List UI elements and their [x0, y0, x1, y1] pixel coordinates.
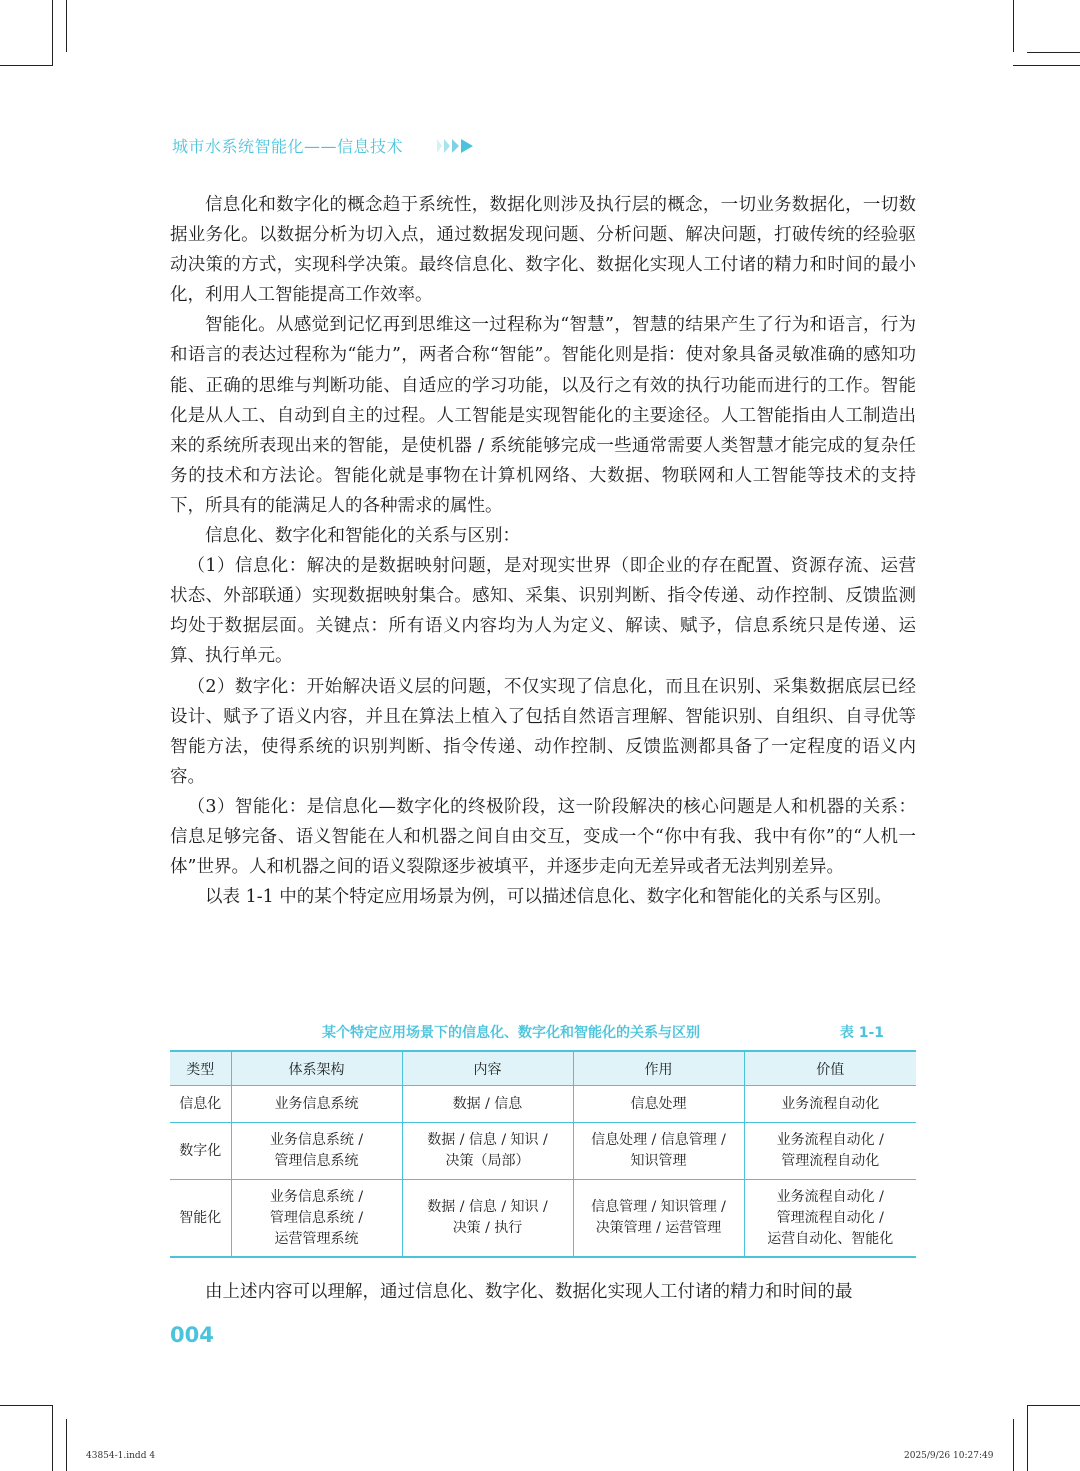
crop-mark	[66, 0, 67, 52]
table-cell: 业务信息系统 / 管理信息系统 / 运营管理系统	[231, 1180, 402, 1258]
table-row	[170, 1123, 916, 1180]
table-header-cell: 类型	[170, 1051, 231, 1086]
table-cell: 业务信息系统 / 管理信息系统	[231, 1123, 402, 1180]
running-header-title: 城市水系统智能化——信息技术	[172, 137, 404, 156]
table-cell: 数据 / 信息 / 知识 / 决策 / 执行	[402, 1180, 573, 1258]
running-header	[172, 134, 473, 157]
paragraph: （2）数字化：开始解决语义层的问题，不仅实现了信息化，而且在识别、采集数据底层已经设计、赋予了语义内容，并且在算法上植入了包括自然语言理解、智能识别、自组织、自寻优等智能方法，使得系统的识别判断、指令传递、动作控制、反馈监测都具备了一定程度的语义内容。	[170, 676, 916, 787]
paragraph: 以表 1-1 中的某个特定应用场景为例，可以描述信息化、数字化和智能化的关系与区别。	[205, 887, 892, 908]
paragraph: （1）信息化：解决的是数据映射问题，是对现实世界（即企业的存在配置、资源存流、运营状态、外部联通）实现数据映射集合。感知、采集、识别判断、指令传递、动作控制、反馈监测均处于数据层面。关键点：所有语义内容均为人为定义、解读、赋予，信息系统只是传递、运算、执行单元。	[170, 556, 916, 667]
table-cell: 数字化	[170, 1123, 231, 1180]
crop-mark	[1027, 1405, 1028, 1471]
table-cell: 信息化	[170, 1086, 231, 1123]
paragraph: 信息化、数字化和智能化的关系与区别：	[205, 526, 520, 547]
table-cell: 业务流程自动化 / 管理流程自动化 / 运营自动化、智能化	[744, 1180, 916, 1258]
arrow-icon	[437, 139, 473, 153]
table-cell: 信息处理	[573, 1086, 744, 1123]
table-header-cell: 作用	[573, 1051, 744, 1086]
body-text	[170, 190, 916, 912]
crop-mark	[52, 0, 53, 66]
table-number: 表 1-1	[839, 1025, 884, 1041]
table-cell: 数据 / 信息	[402, 1086, 573, 1123]
crop-mark	[1013, 1419, 1014, 1471]
table-cell: 信息管理 / 知识管理 / 决策管理 / 运营管理	[573, 1180, 744, 1258]
table-header-cell: 价值	[744, 1051, 916, 1086]
paragraph-continued: 由上述内容可以理解，通过信息化、数字化、数据化实现人工付诸的精力和时间的最	[205, 1282, 853, 1302]
comparison-table	[170, 1050, 916, 1258]
table-cell: 数据 / 信息 / 知识 / 决策（局部）	[402, 1123, 573, 1180]
crop-mark	[52, 1405, 53, 1471]
crop-mark	[1013, 0, 1014, 52]
paragraph: 信息化和数字化的概念趋于系统性，数据化则涉及执行层的概念，一切业务数据化，一切数据业务化。以数据分析为切入点，通过数据发现问题、分析问题、解决问题，打破传统的经验驱动决策的方式，实现科学决策。最终信息化、数字化、数据化实现人工付诸的精力和时间的最小化，利用人工智能提高工作效率。	[170, 195, 916, 306]
crop-mark	[66, 1419, 67, 1471]
crop-mark	[1027, 52, 1080, 53]
table-cell: 智能化	[170, 1180, 231, 1258]
table-cell: 信息处理 / 信息管理 / 知识管理	[573, 1123, 744, 1180]
table-caption-title: 某个特定应用场景下的信息化、数字化和智能化的关系与区别	[322, 1025, 700, 1041]
table-cell: 业务流程自动化	[744, 1086, 916, 1123]
table-cell: 业务流程自动化 / 管理流程自动化	[744, 1123, 916, 1180]
table-row	[170, 1086, 916, 1123]
crop-mark	[1013, 65, 1080, 66]
crop-mark	[0, 1405, 52, 1406]
table-caption	[170, 1022, 916, 1044]
page-number: 004	[170, 1323, 214, 1347]
table-header-row	[170, 1051, 916, 1086]
crop-mark	[1027, 1405, 1080, 1406]
table-header-cell: 内容	[402, 1051, 573, 1086]
paragraph: （3）智能化：是信息化—数字化的终极阶段，这一阶段解决的核心问题是人和机器的关系：信息足够完备、语义智能在人和机器之间自由交互，变成一个“你中有我、我中有你”的“人机一体”世界。人和机器之间的语义裂隙逐步被填平，并逐步走向无差异或者无法判别差异。	[170, 796, 916, 878]
crop-mark	[0, 65, 52, 66]
paragraph: 智能化。从感觉到记忆再到思维这一过程称为“智慧”，智慧的结果产生了行为和语言，行为和语言的表达过程称为“能力”，两者合称“智能”。智能化则是指：使对象具备灵敏准确的感知功能、正确的思维与判断功能、自适应的学习功能，以及行之有效的执行功能而进行的工作。智能化是从人工、自动到自主的过程。人工智能是实现智能化的主要途径。人工智能指由人工制造出来的系统所表现出来的智能，是使机器 / 系统能够完成一些通常需要人类智慧才能完成的复杂任务的技术和方法论。智能化就是事物在计算机网络、大数据、物联网和人工智能等技术的支持下，所具有的能满足人的各种需求的属性。	[170, 315, 916, 516]
table-header-cell: 体系架构	[231, 1051, 402, 1086]
table-row	[170, 1180, 916, 1258]
table-cell: 业务信息系统	[231, 1086, 402, 1123]
slug-file: 43854-1.indd 4	[86, 1451, 156, 1461]
slug-timestamp: 2025/9/26 10:27:49	[904, 1451, 994, 1461]
